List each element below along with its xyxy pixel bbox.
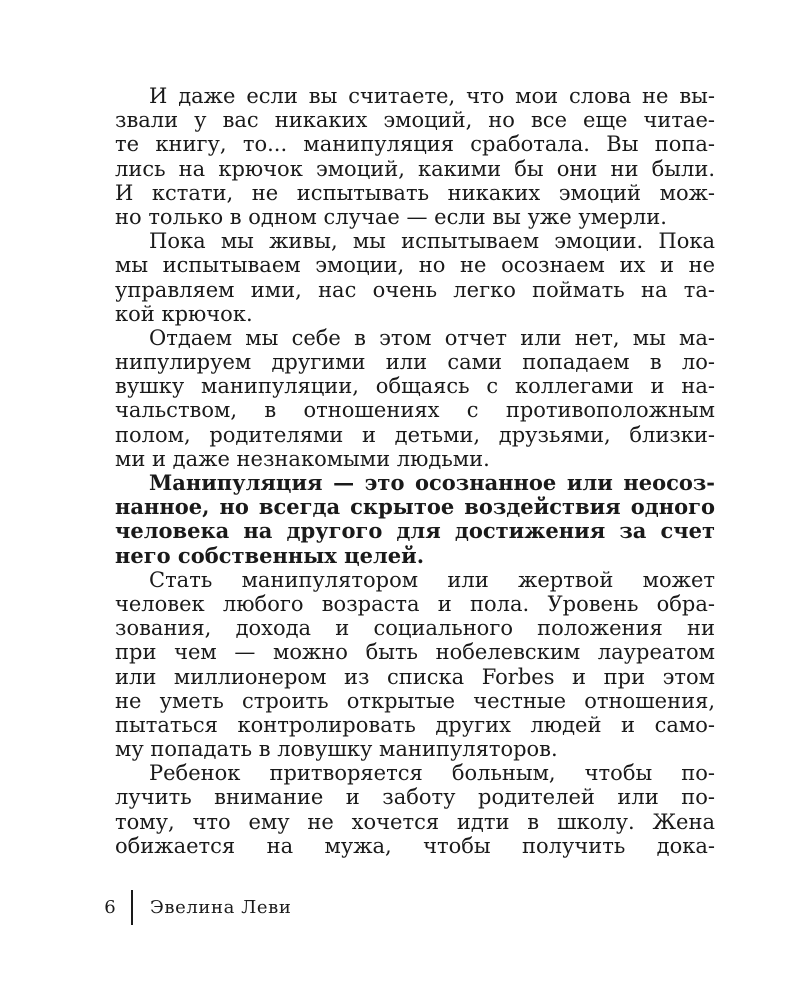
paragraph [115, 568, 715, 762]
text-line: Отдаем мы себе в этом отчет или нет, мы ма- [149, 325, 715, 350]
text-line: лучить внимание и заботу родителей или по- [115, 785, 715, 810]
text-line: нипулируем другими или сами попадаем в ло- [115, 350, 715, 375]
text-line: вушку манипуляции, общаясь с коллегами и на- [115, 374, 715, 399]
text-line: ми и даже незнакомыми людьми. [115, 446, 490, 471]
text-line: Ребенок притворяется больным, чтобы по- [149, 761, 715, 786]
text-line: человек любого возраста и пола. Уровень обра- [115, 591, 715, 616]
text-line: те книгу, то... манипуляция сработала. Вы попа- [115, 132, 715, 157]
text-line: тому, что ему не хочется идти в школу. Жена [115, 809, 715, 834]
text-line: управляем ими, нас очень легко поймать на та- [115, 277, 715, 302]
text-line: пытаться контролировать других людей и само- [115, 712, 715, 737]
text-line: человека на другого для достижения за счет [115, 518, 715, 544]
text-line: Пока мы живы, мы испытываем эмоции. Пока [149, 229, 715, 254]
text-line: чальством, в отношениях с противоположным [115, 398, 715, 423]
text-line: полом, родителями и детьми, друзьями, близки- [115, 422, 715, 447]
paragraph [115, 229, 715, 326]
paragraph [115, 761, 715, 858]
text-line: кой крючок. [115, 301, 253, 326]
text-line: И даже если вы считаете, что мои слова не вы- [149, 84, 715, 108]
text-line: му попадать в ловушку манипуляторов. [115, 737, 558, 762]
text-line: лись на крючок эмоций, какими бы они ни были. [115, 156, 715, 181]
text-line: И кстати, не испытывать никаких эмоций мож- [115, 180, 715, 205]
text-line: Манипуляция — это осознанное или неосоз- [149, 470, 715, 495]
running-head-author: Эвелина Леви [150, 897, 292, 918]
paragraph [115, 471, 715, 568]
text-line: но только в одном случае — если вы уже умерли. [115, 204, 667, 229]
text-line: звали у вас никаких эмоций, но все еще читае- [115, 108, 715, 133]
text-line: мы испытываем эмоции, но не осознаем их и не [115, 253, 715, 278]
text-line: или миллионером из списка Forbes и при этом [115, 664, 715, 689]
text-line: обижается на мужа, чтобы получить дока- [115, 833, 715, 858]
text-line: Стать манипулятором или жертвой может [149, 567, 715, 592]
text-line: нанное, но всегда скрытое воздействия одного [115, 494, 715, 520]
text-line: зования, дохода и социального положения ни [115, 616, 715, 641]
text-line: при чем — можно быть нобелевским лауреатом [115, 640, 715, 665]
page-body [115, 84, 715, 858]
text-line: него собственных целей. [115, 542, 425, 568]
paragraph [115, 326, 715, 471]
paragraph [115, 84, 715, 229]
footer-divider [131, 890, 133, 925]
page-number: 6 [104, 897, 116, 918]
text-line: не уметь строить открытые честные отношения, [115, 688, 715, 713]
